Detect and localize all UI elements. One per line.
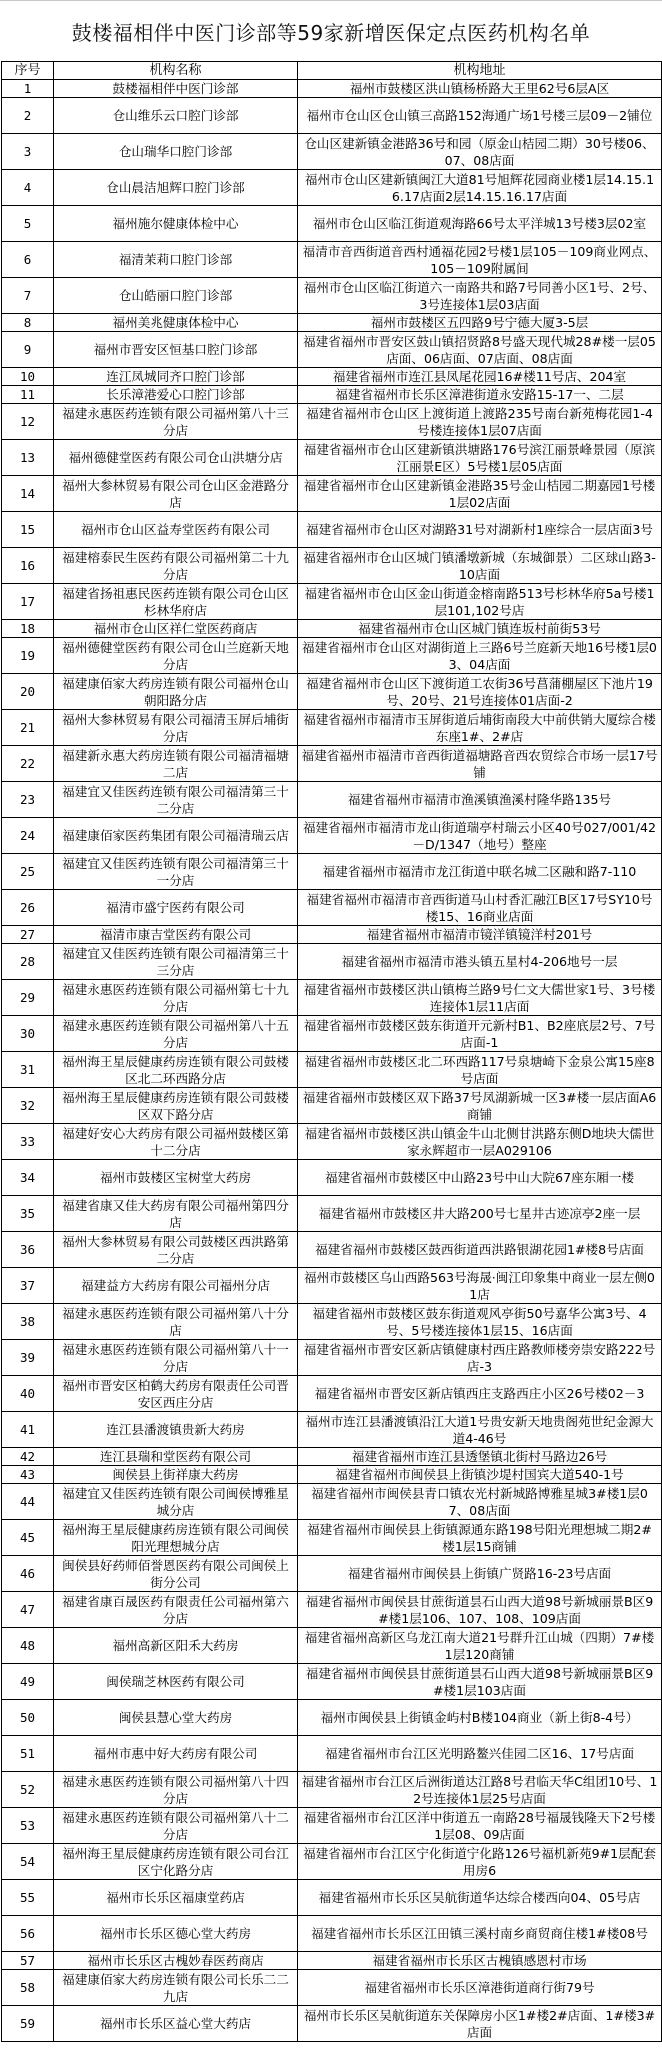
institution-name: 福州海王星辰健康药房连锁有限公司闽侯阳光理想城分店 bbox=[54, 1520, 298, 1556]
institution-address: 福建省福州市仓山区城门镇连坂村前街53号 bbox=[298, 620, 662, 638]
institution-address: 福建省福州市闽侯县上街镇广贤路16-23号店面 bbox=[298, 1556, 662, 1592]
institution-name: 仓山维乐云口腔门诊部 bbox=[54, 98, 298, 134]
institution-name: 福建宜又佳医药连锁有限公司福清第三十二分店 bbox=[54, 782, 298, 818]
institution-address: 福建省福州市鼓楼区鼓东街道开元新村B1、B2座底层2号、7号店面-1 bbox=[298, 1016, 662, 1052]
table-row bbox=[2, 1412, 662, 1448]
table-row bbox=[2, 1448, 662, 1466]
institution-name: 福建康佰家大药房连锁有限公司福州仓山朝阳路分店 bbox=[54, 674, 298, 710]
table-row bbox=[2, 242, 662, 278]
institution-address: 福州市鼓楼区五四路9号宁德大厦3-5层 bbox=[298, 314, 662, 332]
institution-name: 仓山瑞华口腔门诊部 bbox=[54, 134, 298, 170]
table-row bbox=[2, 1592, 662, 1628]
row-index: 30 bbox=[2, 1016, 54, 1052]
row-index: 33 bbox=[2, 1124, 54, 1160]
institution-address: 福建省福州市福清市音西街道马山村香汇融江B区17号SY10号楼15、16商业店面 bbox=[298, 890, 662, 926]
row-index: 20 bbox=[2, 674, 54, 710]
institution-name: 福州市晋安区柏鹤大药房有限责任公司晋安区西庄分店 bbox=[54, 1376, 298, 1412]
institution-address: 福建省福州市台江区后洲街道达江路8号君临天华C组团10号、12号连接体1层25号店面 bbox=[298, 1772, 662, 1808]
row-index: 43 bbox=[2, 1466, 54, 1484]
row-index: 8 bbox=[2, 314, 54, 332]
table-row bbox=[2, 1340, 662, 1376]
table-row bbox=[2, 278, 662, 314]
row-index: 23 bbox=[2, 782, 54, 818]
row-index: 48 bbox=[2, 1628, 54, 1664]
table-row bbox=[2, 1736, 662, 1772]
table-row bbox=[2, 944, 662, 980]
institution-address: 福州市仓山区建新镇闽江大道81号旭辉花园商业楼1层14.15.16.17店面2层14.15.16.17店面 bbox=[298, 170, 662, 206]
institution-name: 仓山皓丽口腔门诊部 bbox=[54, 278, 298, 314]
institution-address: 福州市连江县潘渡镇沿江大道1号贵安新天地贵阁苑世纪金源大道4-46号 bbox=[298, 1412, 662, 1448]
institution-address: 福建省福州市福清市玉屏街道后埔街南段大中前供销大厦综合楼东座1#、2#店 bbox=[298, 710, 662, 746]
table-row bbox=[2, 746, 662, 782]
institution-name: 长乐漳港爱心口腔门诊部 bbox=[54, 386, 298, 404]
institution-name: 福州美兆健康体检中心 bbox=[54, 314, 298, 332]
row-index: 35 bbox=[2, 1196, 54, 1232]
institution-address: 福建省福州市仓山区对湖路31号对湖新村1座综合一层店面3号 bbox=[298, 512, 662, 548]
table-row bbox=[2, 476, 662, 512]
institution-name: 福建好安心大药房有限公司福州鼓楼区第十二分店 bbox=[54, 1124, 298, 1160]
institution-name: 福清茉莉口腔门诊部 bbox=[54, 242, 298, 278]
institution-address: 仓山区建新镇金港路36号和园（原金山桔园二期）30号楼06、07、08店面 bbox=[298, 134, 662, 170]
row-index: 45 bbox=[2, 1520, 54, 1556]
institution-address: 福建省福州市仓山区下渡街道工农街36号菖蒲棚屋区下池片19号、20号、21号连接体01店面-2 bbox=[298, 674, 662, 710]
table-row bbox=[2, 1700, 662, 1736]
row-index: 27 bbox=[2, 926, 54, 944]
institution-name: 福州德健堂医药有限公司仓山洪塘分店 bbox=[54, 440, 298, 476]
row-index: 9 bbox=[2, 332, 54, 368]
table-row bbox=[2, 854, 662, 890]
institution-name: 福建康佰家大药房连锁有限公司长乐二二九店 bbox=[54, 1970, 298, 2006]
institution-address: 福建省福州市仓山区建新镇洪塘路176号滨江丽景峰景园（原滨江丽景E区）5号楼1层05店面 bbox=[298, 440, 662, 476]
institution-name: 福建省康又佳大药房有限公司福州第四分店 bbox=[54, 1196, 298, 1232]
institution-address: 福建省福州市鼓楼区井大路200号七星井古迹凉亭2座一层 bbox=[298, 1196, 662, 1232]
institution-name: 福建省康百晟医药有限责任公司福州第六分店 bbox=[54, 1592, 298, 1628]
table-row bbox=[2, 1016, 662, 1052]
table-row bbox=[2, 1772, 662, 1808]
table-row bbox=[2, 890, 662, 926]
institution-name: 福州市惠中好大药房有限公司 bbox=[54, 1736, 298, 1772]
row-index: 17 bbox=[2, 584, 54, 620]
institution-name: 福州市晋安区恒基口腔门诊部 bbox=[54, 332, 298, 368]
institution-address: 福建省福州市晋安区新店镇西庄支路西庄小区26号楼02－3 bbox=[298, 1376, 662, 1412]
row-index: 11 bbox=[2, 386, 54, 404]
row-index: 21 bbox=[2, 710, 54, 746]
institution-address: 福州市仓山区临江街道观海路66号太平洋城13号楼3层02室 bbox=[298, 206, 662, 242]
table-row bbox=[2, 98, 662, 134]
row-index: 53 bbox=[2, 1808, 54, 1844]
institution-name: 福州大参林贸易有限公司鼓楼区西洪路第二分店 bbox=[54, 1232, 298, 1268]
row-index: 56 bbox=[2, 1916, 54, 1952]
institution-name: 福州施尔健康体检中心 bbox=[54, 206, 298, 242]
institution-name: 福建永惠医药连锁有限公司福州第八十三分店 bbox=[54, 404, 298, 440]
table-row bbox=[2, 1376, 662, 1412]
row-index: 46 bbox=[2, 1556, 54, 1592]
institution-address: 福州市鼓楼区乌山西路563号海晟·闽江印象集中商业一层左侧01店 bbox=[298, 1268, 662, 1304]
table-row bbox=[2, 620, 662, 638]
table-row bbox=[2, 404, 662, 440]
row-index: 7 bbox=[2, 278, 54, 314]
institution-address: 福建省福州市鼓楼区双下路37号凤湖新城一区3#楼一层店面A6商铺 bbox=[298, 1088, 662, 1124]
table-row bbox=[2, 980, 662, 1016]
institution-name: 福建永惠医药连锁有限公司福州第八十四分店 bbox=[54, 1772, 298, 1808]
row-index: 55 bbox=[2, 1880, 54, 1916]
table-row bbox=[2, 1916, 662, 1952]
institution-name: 福建永惠医药连锁有限公司福州第八十五分店 bbox=[54, 1016, 298, 1052]
table-row bbox=[2, 332, 662, 368]
row-index: 58 bbox=[2, 1970, 54, 2006]
institution-address: 福建省福州市长乐区漳港街道商行街79号 bbox=[298, 1970, 662, 2006]
table-row bbox=[2, 1520, 662, 1556]
institution-address: 福州市仓山区临江街道六一南路共和路7号同善小区1号、2号、3号连接体1层03店面 bbox=[298, 278, 662, 314]
row-index: 13 bbox=[2, 440, 54, 476]
page-title: 鼓楼福相伴中医门诊部等59家新增医保定点医药机构名单 bbox=[71, 21, 591, 45]
institution-address: 福建省福州市仓山区城门镇潘墩新城（东城御景）二区球山路3-10店面 bbox=[298, 548, 662, 584]
table-row bbox=[2, 548, 662, 584]
institution-address: 福建省福州市台江区宁化街道宁化路126号福机新苑9#1层配套用房6 bbox=[298, 1844, 662, 1880]
table-row bbox=[2, 134, 662, 170]
institution-address: 福建省福州市鼓楼区北二环西路117号泉塘崎下金泉公寓15座8号店面 bbox=[298, 1052, 662, 1088]
institution-address: 福建省福州高新区乌龙江南大道21号群升江山城（四期）7#楼1层120商铺 bbox=[298, 1628, 662, 1664]
institution-name: 福建宜又佳医药连锁有限公司闽侯博雅星城分店 bbox=[54, 1484, 298, 1520]
institution-address: 福建省福州市台江区光明路鳌兴佳园二区16、17号店面 bbox=[298, 1736, 662, 1772]
row-index: 10 bbox=[2, 368, 54, 386]
table-row bbox=[2, 1196, 662, 1232]
institution-name: 福建永惠医药连锁有限公司福州第八十二分店 bbox=[54, 1808, 298, 1844]
institution-address: 福建省福州市闽侯县甘蔗街道昙石山西大道98号新城丽景B区9#楼1层103店面 bbox=[298, 1664, 662, 1700]
row-index: 22 bbox=[2, 746, 54, 782]
row-index: 44 bbox=[2, 1484, 54, 1520]
table-row bbox=[2, 368, 662, 386]
institution-name: 福州市长乐区益心堂大药店 bbox=[54, 2006, 298, 2042]
row-index: 40 bbox=[2, 1376, 54, 1412]
institution-address: 福建省福州市连江县透堡镇北街村马路边26号 bbox=[298, 1448, 662, 1466]
institution-table bbox=[1, 61, 662, 2042]
institution-address: 福建省福州市长乐区漳港街道永安路15-17一、二层 bbox=[298, 386, 662, 404]
institution-name: 福建宜又佳医药连锁有限公司福清第三十一分店 bbox=[54, 854, 298, 890]
row-index: 15 bbox=[2, 512, 54, 548]
institution-address: 福建省福州市仓山区建新镇金港路35号金山桔园二期嘉园1号楼1层02店面 bbox=[298, 476, 662, 512]
table-row bbox=[2, 1466, 662, 1484]
row-index: 59 bbox=[2, 2006, 54, 2042]
table-row bbox=[2, 638, 662, 674]
table-row bbox=[2, 1304, 662, 1340]
table-row bbox=[2, 1484, 662, 1520]
institution-name: 福州海王星辰健康药房连锁有限公司台江区宁化路分店 bbox=[54, 1844, 298, 1880]
institution-name: 连江县潘渡镇贵新大药房 bbox=[54, 1412, 298, 1448]
institution-name: 福建省扬祖惠民医药连锁有限公司仓山区杉林华府店 bbox=[54, 584, 298, 620]
institution-name: 福州高新区阳禾大药房 bbox=[54, 1628, 298, 1664]
table-row bbox=[2, 440, 662, 476]
institution-name: 福州市鼓楼区宝树堂大药房 bbox=[54, 1160, 298, 1196]
table-row bbox=[2, 674, 662, 710]
institution-address: 福建省福州市福清市音西街道福塘路音西农贸综合市场一层17号铺 bbox=[298, 746, 662, 782]
institution-name: 福建益方大药房有限公司福州分店 bbox=[54, 1268, 298, 1304]
table-row bbox=[2, 1844, 662, 1880]
institution-address: 福建省福州市闽侯县甘蔗街道昙石山西大道98号新城丽景B区9#楼1层106、107、108、109店面 bbox=[298, 1592, 662, 1628]
institution-name: 福建永惠医药连锁有限公司福州第八十一分店 bbox=[54, 1340, 298, 1376]
row-index: 37 bbox=[2, 1268, 54, 1304]
table-row bbox=[2, 1088, 662, 1124]
table-row bbox=[2, 314, 662, 332]
row-index: 36 bbox=[2, 1232, 54, 1268]
row-index: 51 bbox=[2, 1736, 54, 1772]
institution-address: 福州市仓山区仓山镇三高路152海通广场1号楼三层09－2铺位 bbox=[298, 98, 662, 134]
table-row bbox=[2, 1970, 662, 2006]
institution-address: 福建省福州市闽侯县上街镇源通东路198号阳光理想城二期2#楼1层15商铺 bbox=[298, 1520, 662, 1556]
table-body bbox=[2, 80, 662, 2042]
table-row bbox=[2, 1880, 662, 1916]
institution-name: 闽侯县慧心堂大药房 bbox=[54, 1700, 298, 1736]
institution-address: 福建省福州市仓山区对湖街道上三路6号兰庭新天地16号楼1层03、04店面 bbox=[298, 638, 662, 674]
header-name: 机构名称 bbox=[54, 62, 298, 80]
row-index: 14 bbox=[2, 476, 54, 512]
institution-address: 福建省福州市鼓楼区洪山镇梅兰路9号仁文大儒世家1号、3号楼连接体1层11店面 bbox=[298, 980, 662, 1016]
row-index: 24 bbox=[2, 818, 54, 854]
institution-name: 福建新永惠大药房连锁有限公司福清福塘二店 bbox=[54, 746, 298, 782]
institution-address: 福建省福州市闽侯县青口镇农光村新城路博雅星城3#楼1层07、08店面 bbox=[298, 1484, 662, 1520]
institution-address: 福建省福州市鼓楼区鼓西街道西洪路银湖花园1#楼8号店面 bbox=[298, 1232, 662, 1268]
table-row bbox=[2, 1952, 662, 1970]
table-row bbox=[2, 818, 662, 854]
institution-address: 福建省福州市台江区洋中街道五一南路28号福晟钱隆天下2号楼1层08、09店面 bbox=[298, 1808, 662, 1844]
institution-address: 福建省福州市连江县凤尾花园16#楼11号店、204室 bbox=[298, 368, 662, 386]
row-index: 25 bbox=[2, 854, 54, 890]
institution-name: 福建永惠医药连锁有限公司福州第七十九分店 bbox=[54, 980, 298, 1016]
institution-address: 福建省福州市鼓楼区中山路23号中山大院67座东厢一楼 bbox=[298, 1160, 662, 1196]
table-row bbox=[2, 386, 662, 404]
row-index: 32 bbox=[2, 1088, 54, 1124]
row-index: 3 bbox=[2, 134, 54, 170]
table-row bbox=[2, 2006, 662, 2042]
institution-name: 福州海王星辰健康药房连锁有限公司鼓楼区双下路分店 bbox=[54, 1088, 298, 1124]
institution-name: 闽侯县上街祥康大药房 bbox=[54, 1466, 298, 1484]
table-row bbox=[2, 1232, 662, 1268]
institution-address: 福建省福州市闽侯县上街镇沙堤村国宾大道540-1号 bbox=[298, 1466, 662, 1484]
institution-name: 福州市长乐区古槐妙春医药商店 bbox=[54, 1952, 298, 1970]
table-row bbox=[2, 1268, 662, 1304]
institution-address: 福清市音西街道音西村通福花园2号楼1层105－109商业网点、105－109附属间 bbox=[298, 242, 662, 278]
row-index: 57 bbox=[2, 1952, 54, 1970]
row-index: 5 bbox=[2, 206, 54, 242]
table-row bbox=[2, 710, 662, 746]
institution-name: 福建康佰家医药集团有限公司福清瑞云店 bbox=[54, 818, 298, 854]
row-index: 18 bbox=[2, 620, 54, 638]
institution-address: 福建省福州市仓山区金山街道金榕南路513号杉林华府5a号楼1层101,102号店 bbox=[298, 584, 662, 620]
institution-name: 鼓楼福相伴中医门诊部 bbox=[54, 80, 298, 98]
table-row bbox=[2, 1628, 662, 1664]
institution-name: 福州大参林贸易有限公司仓山区金港路分店 bbox=[54, 476, 298, 512]
row-index: 28 bbox=[2, 944, 54, 980]
institution-address: 福建省福州市仓山区上渡街道上渡路235号南台新苑梅花园1-4号楼连接体1层07店面 bbox=[298, 404, 662, 440]
institution-name: 闽侯瑞芝林医药有限公司 bbox=[54, 1664, 298, 1700]
header-index: 序号 bbox=[2, 62, 54, 80]
table-row bbox=[2, 170, 662, 206]
table-header-row bbox=[2, 62, 662, 80]
institution-address: 福建省福州市长乐区江田镇三溪村南乡商贸商住楼1#楼08号 bbox=[298, 1916, 662, 1952]
institution-name: 福建榕泰民生医药有限公司福州第二十九分店 bbox=[54, 548, 298, 584]
row-index: 26 bbox=[2, 890, 54, 926]
institution-address: 福建省福州市长乐区吴航街道华达综合楼西向04、05号店 bbox=[298, 1880, 662, 1916]
institution-address: 福建省福州市晋安区鼓山镇招贤路8号盛天现代城28#楼一层05店面、06店面、07店面、08店面 bbox=[298, 332, 662, 368]
institution-name: 福清市盛宁医药有限公司 bbox=[54, 890, 298, 926]
institution-name: 连江凤城同齐口腔门诊部 bbox=[54, 368, 298, 386]
institution-name: 福州市长乐区福康堂药店 bbox=[54, 1880, 298, 1916]
institution-name: 福州大参林贸易有限公司福清玉屏后埔街分店 bbox=[54, 710, 298, 746]
row-index: 49 bbox=[2, 1664, 54, 1700]
institution-address: 福建省福州市鼓楼区洪山镇金牛山北侧甘洪路东侧D地块大儒世家永辉超市一层A029106 bbox=[298, 1124, 662, 1160]
table-row bbox=[2, 1808, 662, 1844]
table-row bbox=[2, 1664, 662, 1700]
table-row bbox=[2, 80, 662, 98]
row-index: 50 bbox=[2, 1700, 54, 1736]
row-index: 1 bbox=[2, 80, 54, 98]
row-index: 4 bbox=[2, 170, 54, 206]
institution-name: 福州市仓山区益寿堂医药有限公司 bbox=[54, 512, 298, 548]
table-row bbox=[2, 206, 662, 242]
row-index: 34 bbox=[2, 1160, 54, 1196]
row-index: 47 bbox=[2, 1592, 54, 1628]
table-row bbox=[2, 782, 662, 818]
header-address: 机构地址 bbox=[298, 62, 662, 80]
institution-address: 福建省福州市晋安区新店镇健康村西庄路教师楼旁崇安路222号店-3 bbox=[298, 1340, 662, 1376]
table-row bbox=[2, 512, 662, 548]
institution-name: 闽侯县好药师佰誉恩医药有限公司闽侯上街分公司 bbox=[54, 1556, 298, 1592]
institution-address: 福建省福州市福清市渔溪镇渔溪村隆华路135号 bbox=[298, 782, 662, 818]
row-index: 52 bbox=[2, 1772, 54, 1808]
row-index: 19 bbox=[2, 638, 54, 674]
institution-name: 福州市仓山区祥仁堂医药商店 bbox=[54, 620, 298, 638]
institution-name: 连江县瑞和堂医药有限公司 bbox=[54, 1448, 298, 1466]
institution-name: 仓山晨洁旭辉口腔门诊部 bbox=[54, 170, 298, 206]
institution-address: 福州市长乐区吴航街道东关保障房小区1#楼2#店面、1#楼3#店面 bbox=[298, 2006, 662, 2042]
table-row bbox=[2, 584, 662, 620]
institution-address: 福建省福州市鼓楼区鼓东街道观风亭街50号嘉华公寓3号、4号、5号楼连接体1层15、16店面 bbox=[298, 1304, 662, 1340]
institution-address: 福建省福州市福清市镜洋镇镜洋村201号 bbox=[298, 926, 662, 944]
row-index: 16 bbox=[2, 548, 54, 584]
row-index: 6 bbox=[2, 242, 54, 278]
institution-address: 福建省福州市福清市龙山街道瑞亭村瑞云小区40号027/001/42－D/1347（地号）整座 bbox=[298, 818, 662, 854]
row-index: 12 bbox=[2, 404, 54, 440]
institution-name: 福州市长乐区德心堂大药房 bbox=[54, 1916, 298, 1952]
institution-address: 福建省福州市福清市港头镇五星村4-206地号一层 bbox=[298, 944, 662, 980]
row-index: 54 bbox=[2, 1844, 54, 1880]
institution-address: 福建省福州市长乐区古槐镇感恩村市场 bbox=[298, 1952, 662, 1970]
table-row bbox=[2, 1556, 662, 1592]
institution-address: 福州市鼓楼区洪山镇杨桥路大王里62号6层A区 bbox=[298, 80, 662, 98]
row-index: 41 bbox=[2, 1412, 54, 1448]
row-index: 38 bbox=[2, 1304, 54, 1340]
table-row bbox=[2, 926, 662, 944]
row-index: 39 bbox=[2, 1340, 54, 1376]
row-index: 42 bbox=[2, 1448, 54, 1466]
institution-name: 福建永惠医药连锁有限公司福州第八十分店 bbox=[54, 1304, 298, 1340]
institution-address: 福州市闽侯县上街镇金屿村B楼104商业（新上街8-4号） bbox=[298, 1700, 662, 1736]
institution-name: 福州海王星辰健康药房连锁有限公司鼓楼区北二环西路分店 bbox=[54, 1052, 298, 1088]
institution-name: 福建宜又佳医药连锁有限公司福清第三十三分店 bbox=[54, 944, 298, 980]
table-row bbox=[2, 1052, 662, 1088]
institution-name: 福州德健堂医药有限公司仓山兰庭新天地分店 bbox=[54, 638, 298, 674]
table-row bbox=[2, 1124, 662, 1160]
row-index: 2 bbox=[2, 98, 54, 134]
row-index: 31 bbox=[2, 1052, 54, 1088]
row-index: 29 bbox=[2, 980, 54, 1016]
institution-address: 福建省福州市福清市龙江街道中联名城二区融和路7-110 bbox=[298, 854, 662, 890]
table-row bbox=[2, 1160, 662, 1196]
institution-name: 福清市康吉堂医药有限公司 bbox=[54, 926, 298, 944]
